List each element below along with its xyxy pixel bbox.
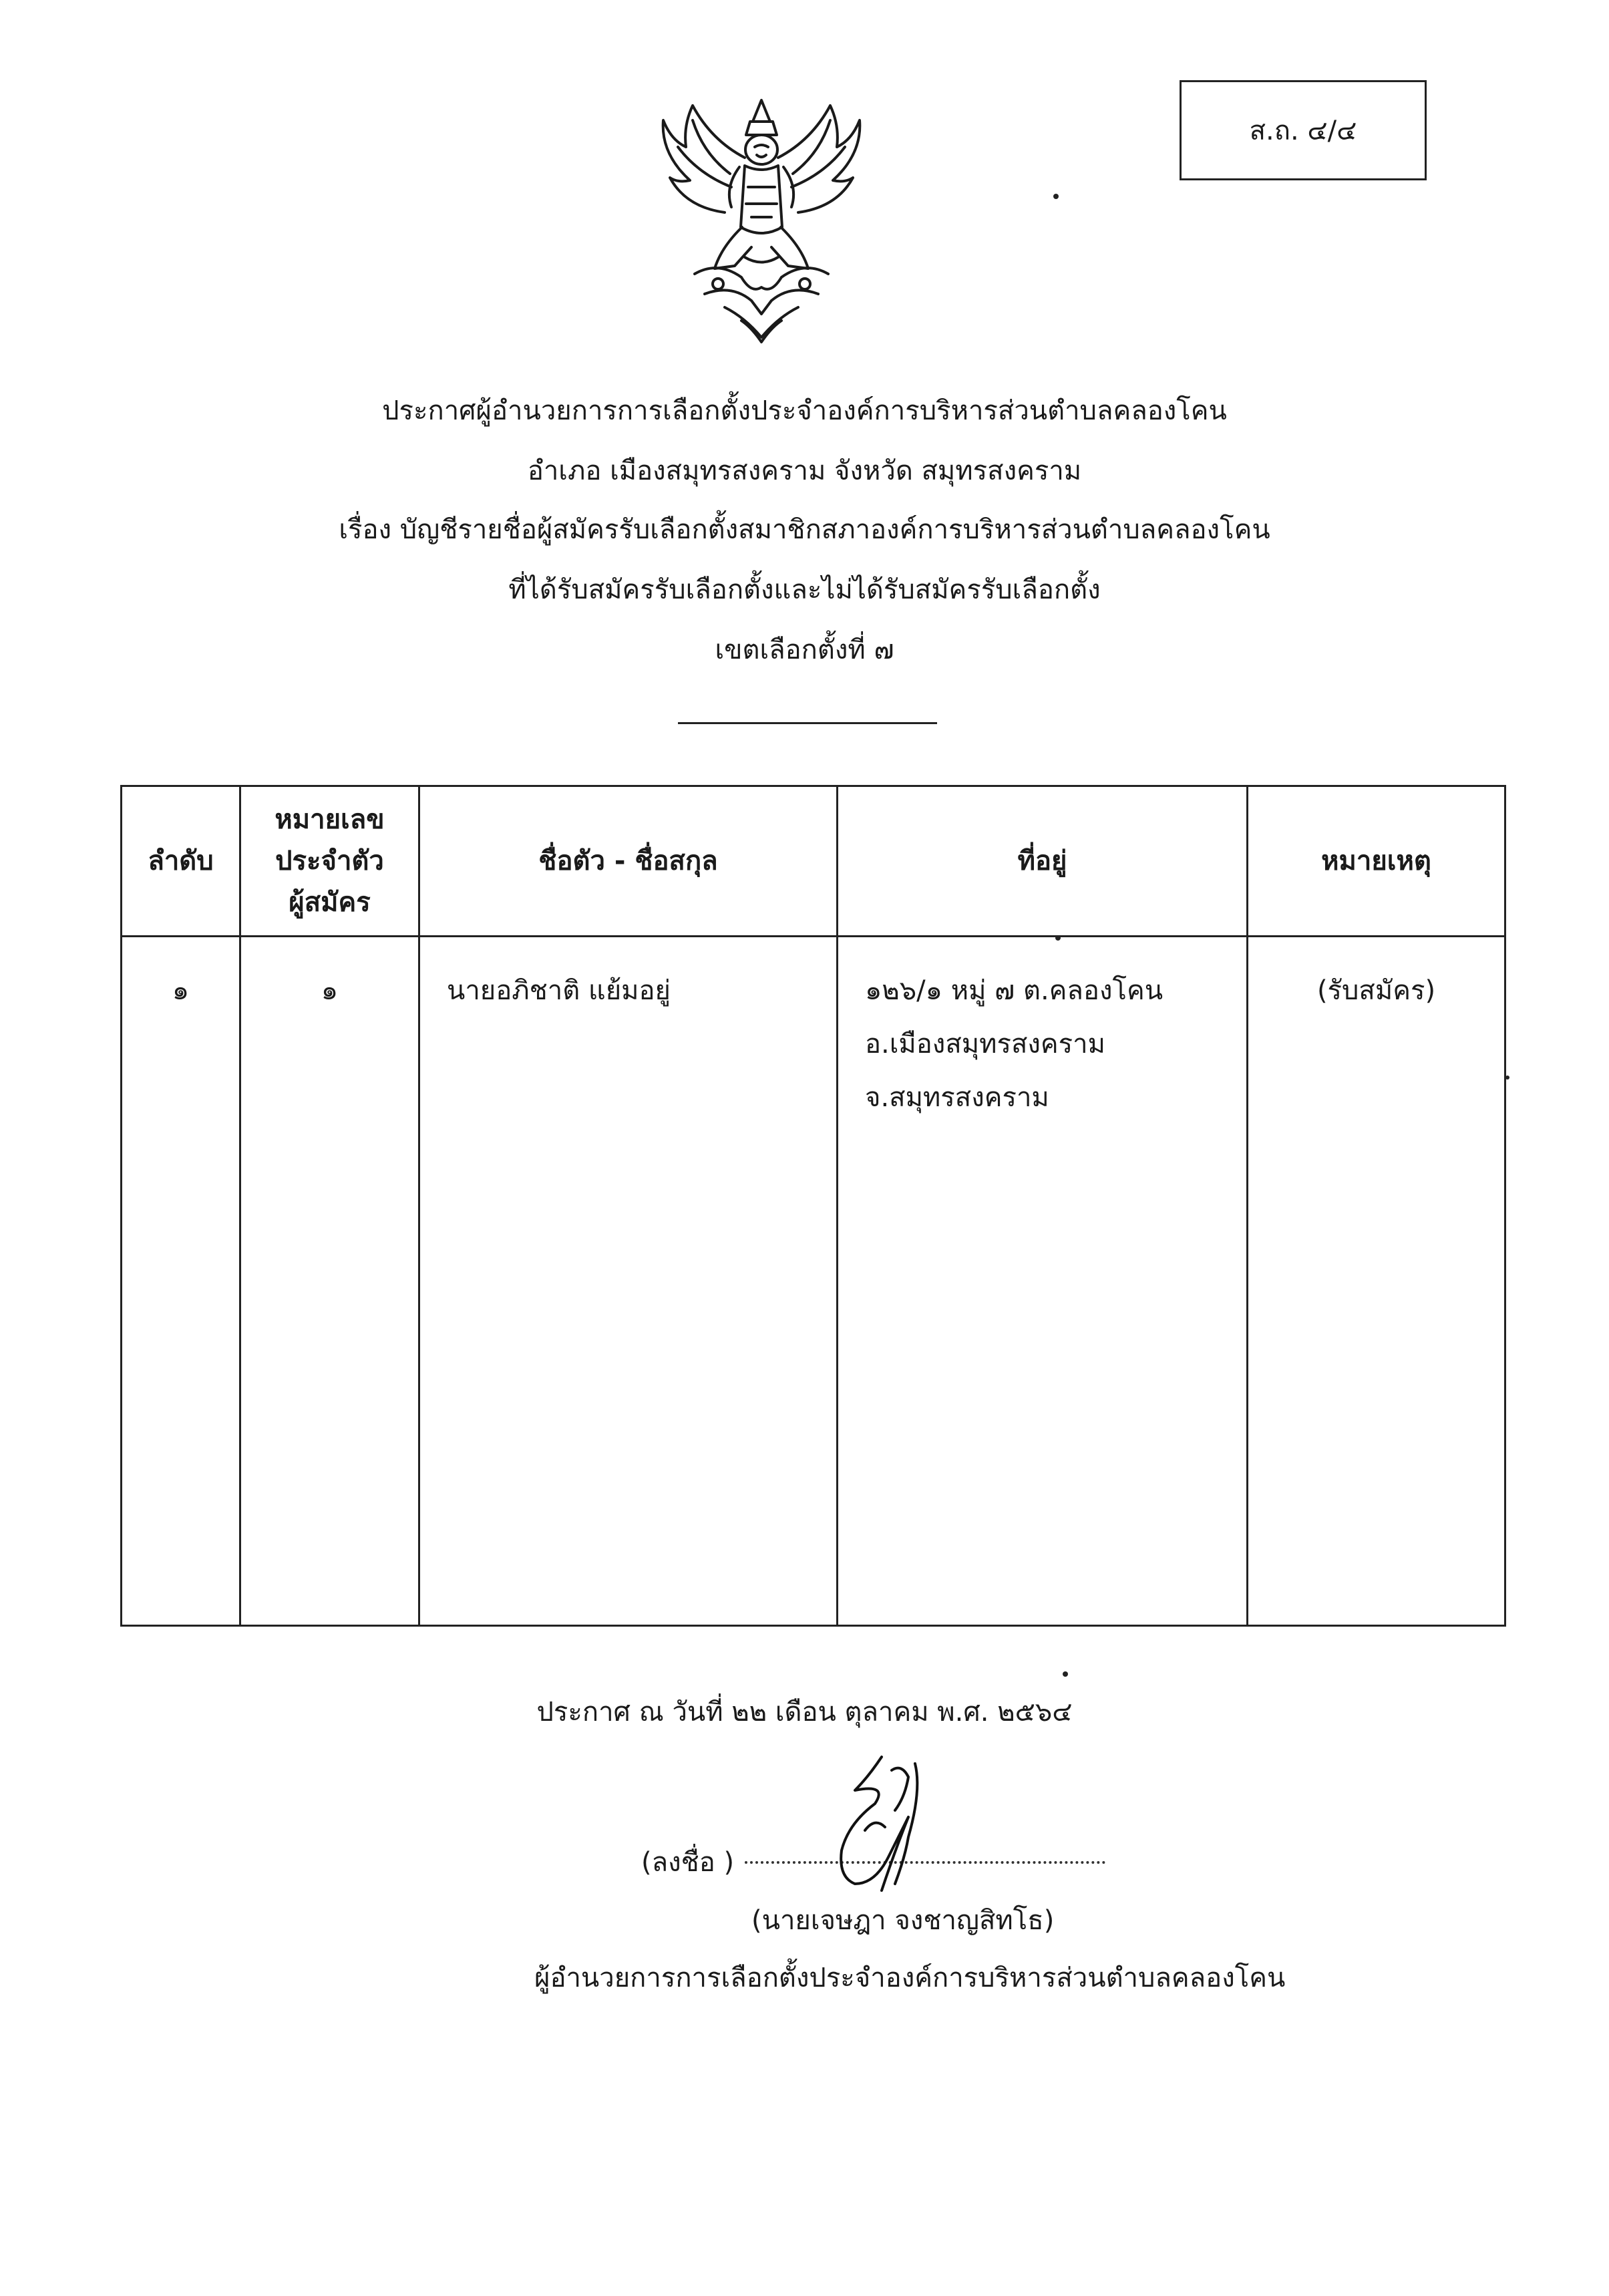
candidate-table	[120, 785, 1506, 1627]
signer-title: ผู้อำนวยการการเลือกตั้งประจำองค์การบริหารส่วนตำบลคลองโคน	[534, 1963, 1286, 1993]
row-candidate-name: นายอภิชาติ แย้มอยู่	[419, 937, 838, 1626]
column-header-id-line-1: หมายเลข	[275, 804, 385, 835]
scan-speck	[1055, 935, 1061, 941]
form-code: ส.ถ. ๔/๔	[1249, 116, 1357, 146]
signer-name: (นายเจษฎา จงชาญสิทโธ)	[751, 1905, 1055, 1936]
column-header-id-line-2: ประจำตัว	[275, 846, 384, 876]
heading-line-5: เขตเลือกตั้งที่ ๗	[715, 635, 894, 665]
row-address	[838, 937, 1248, 1626]
scan-speck	[1505, 1076, 1509, 1080]
column-header-candidate-id	[240, 786, 419, 937]
table-row	[122, 937, 1505, 1626]
address-line-1: ๑๒๖/๑ หมู่ ๗ ต.คลองโคน	[865, 975, 1164, 1006]
column-header-order: ลำดับ	[122, 786, 240, 937]
heading-line-3: เรื่อง บัญชีรายชื่อผู้สมัครรับเลือกตั้งสมาชิกสภาองค์การบริหารส่วนตำบลคลองโคน	[339, 514, 1270, 545]
heading-line-4: ที่ได้รับสมัครรับเลือกตั้งและไม่ได้รับสมัครรับเลือกตั้ง	[508, 575, 1101, 605]
form-code-box	[1180, 80, 1427, 180]
heading-divider	[678, 722, 937, 724]
handwritten-signature	[828, 1750, 948, 1904]
column-header-name: ชื่อตัว - ชื่อสกุล	[419, 786, 838, 937]
heading-line-1: ประกาศผู้อำนวยการการเลือกตั้งประจำองค์การบริหารส่วนตำบลคลองโคน	[382, 395, 1227, 426]
row-order: ๑	[122, 937, 240, 1626]
row-candidate-id: ๑	[240, 937, 419, 1626]
row-remark: (รับสมัคร)	[1248, 937, 1505, 1626]
column-header-id-line-3: ผู้สมัคร	[289, 887, 371, 918]
garuda-emblem-icon	[651, 94, 872, 351]
scan-speck	[1063, 1671, 1068, 1677]
scan-speck	[1053, 194, 1059, 199]
sign-label: (ลงชื่อ )	[641, 1847, 735, 1878]
table-header-row	[122, 786, 1505, 937]
announcement-date: ประกาศ ณ วันที่ ๒๒ เดือน ตุลาคม พ.ศ. ๒๕๖๔	[536, 1697, 1073, 1728]
address-line-3: จ.สมุทรสงคราม	[865, 1082, 1049, 1113]
column-header-address: ที่อยู่	[838, 786, 1248, 937]
address-line-2: อ.เมืองสมุทรสงคราม	[865, 1029, 1105, 1059]
heading-line-2: อำเภอ เมืองสมุทรสงคราม จังหวัด สมุทรสงคราม	[527, 456, 1082, 486]
column-header-remark: หมายเหตุ	[1248, 786, 1505, 937]
